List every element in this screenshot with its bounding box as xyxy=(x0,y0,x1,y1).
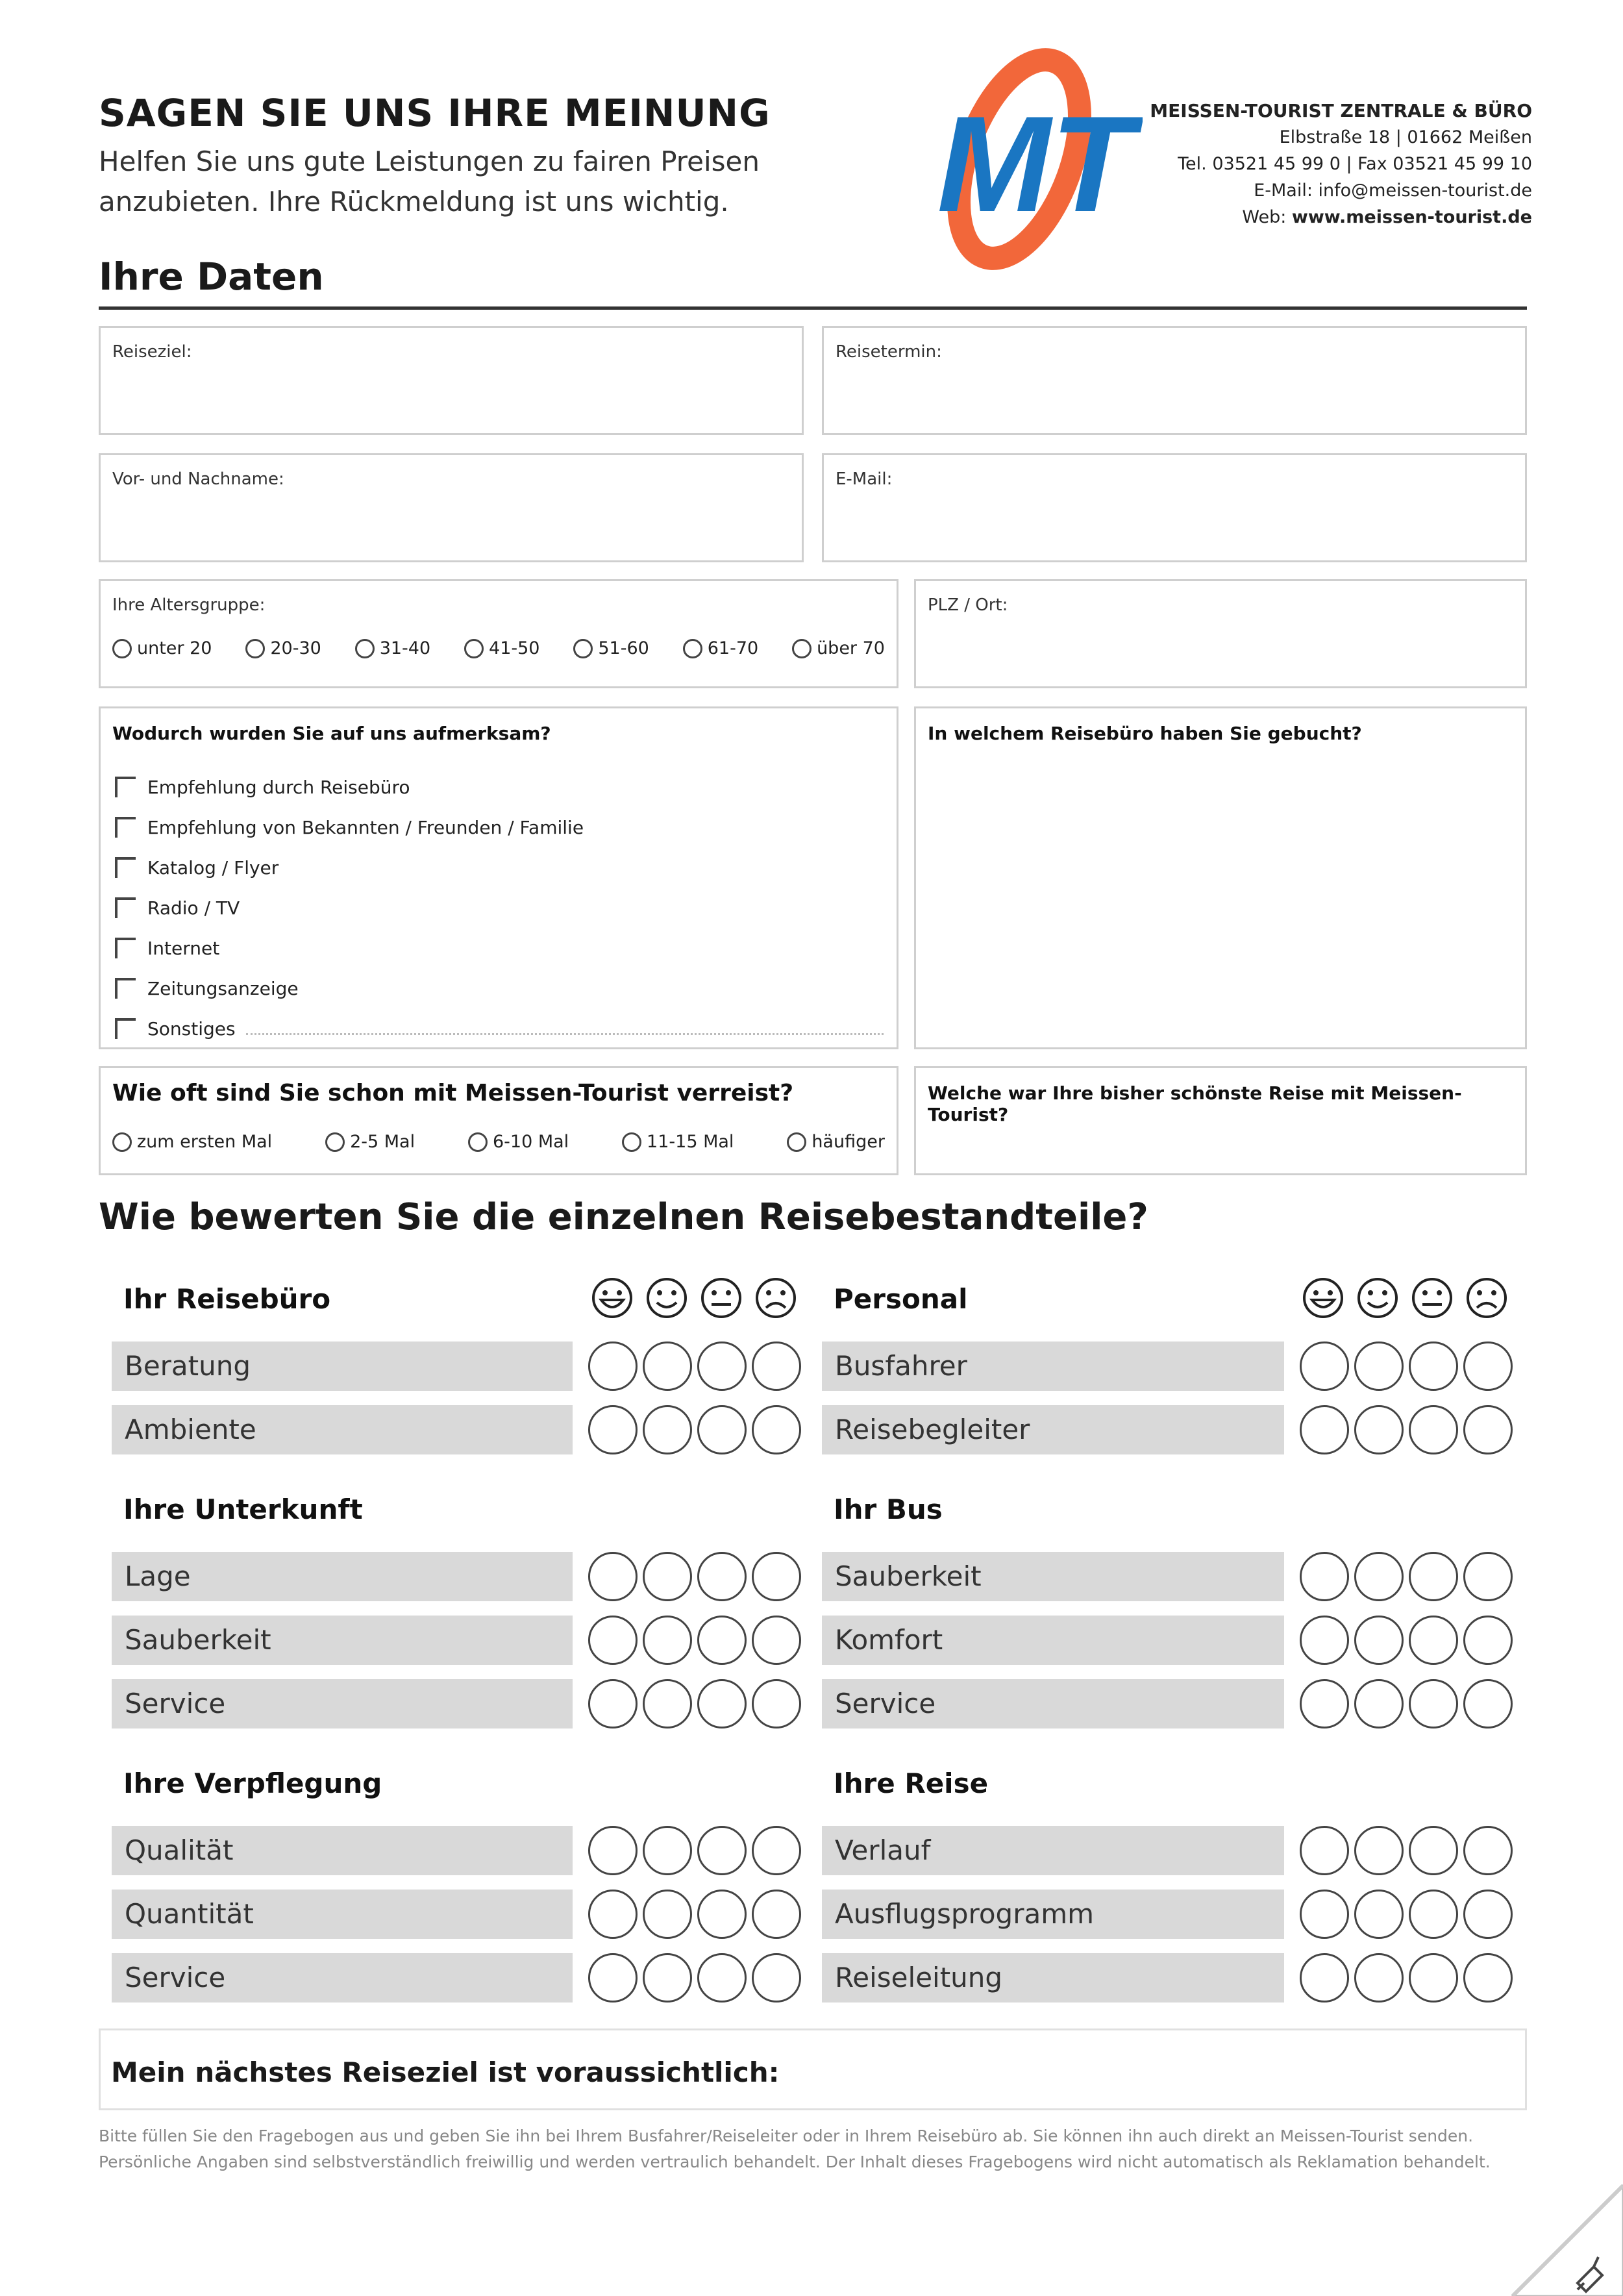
sad-face-icon xyxy=(1465,1277,1508,1319)
reisetermin-field[interactable] xyxy=(822,326,1527,435)
footnote: Bitte füllen Sie den Fragebogen aus und geben Sie ihn bei Ihrem Busfahrer/Reiseleiter oder in Ihrem Reisebüro ab. Sie können ihn auch direkt an Meissen-Tourist senden. Persönliche Angaben sind selbstverständlich freiwillig und werden vertraulich behandelt. Der Inhalt dieses Fragebogens wird nicht automatisch als Reklamation behandelt. xyxy=(99,2127,1491,2171)
rating-row-label: Komfort xyxy=(822,1616,1284,1665)
rating-options xyxy=(1300,1341,1513,1391)
rating-circle[interactable] xyxy=(752,1679,801,1728)
rating-circle[interactable] xyxy=(752,1552,801,1601)
field-label: Reisetermin: xyxy=(836,342,942,362)
rating-row-label: Reisebegleiter xyxy=(822,1405,1284,1454)
field-label: Vor- und Nachname: xyxy=(112,469,284,489)
rating-circle[interactable] xyxy=(1354,1826,1404,1875)
attention-checklist xyxy=(115,767,884,1049)
rating-circle[interactable] xyxy=(752,1890,801,1939)
rating-row-label: Service xyxy=(112,1679,573,1728)
group-title-personal: Personal xyxy=(834,1283,968,1315)
schoenste-reise-field[interactable] xyxy=(914,1066,1527,1175)
company-name: MEISSEN-TOURIST ZENTRALE & BÜRO xyxy=(1150,100,1532,121)
rating-row-label: Qualität xyxy=(112,1826,573,1875)
frequency-option[interactable]: zum ersten Mal xyxy=(112,1132,272,1152)
rating-circle[interactable] xyxy=(697,1953,747,2003)
rating-circle[interactable] xyxy=(697,1552,747,1601)
meissen-tourist-logo xyxy=(909,39,1143,273)
rating-circle[interactable] xyxy=(588,1890,638,1939)
checkbox[interactable] xyxy=(115,938,136,958)
age-option[interactable]: 31-40 xyxy=(355,638,430,658)
radio-circle[interactable] xyxy=(325,1132,345,1152)
web-link[interactable]: www.meissen-tourist.de xyxy=(1291,207,1532,227)
field-label: Wodurch wurden Sie auf uns aufmerksam? xyxy=(112,723,551,744)
rating-circle[interactable] xyxy=(643,1341,692,1391)
next-destination-field[interactable] xyxy=(99,2028,1527,2110)
sad-face-icon xyxy=(754,1277,797,1319)
plz-ort-field[interactable] xyxy=(914,579,1527,688)
radio-circle[interactable] xyxy=(468,1132,488,1152)
age-option[interactable]: 20-30 xyxy=(245,638,321,658)
field-label: Welche war Ihre bisher schönste Reise mit Meissen-Tourist? xyxy=(928,1082,1462,1125)
rating-options xyxy=(1300,1679,1513,1728)
rating-circle[interactable] xyxy=(1409,1552,1458,1601)
checkbox-item[interactable]: Zeitungsanzeige xyxy=(115,968,884,1008)
very-happy-face-icon xyxy=(1302,1277,1344,1319)
rating-circle[interactable] xyxy=(643,1616,692,1665)
page-subtitle xyxy=(99,142,813,222)
checkbox-item[interactable]: Empfehlung durch Reisebüro xyxy=(115,767,884,807)
radio-circle[interactable] xyxy=(112,1132,132,1152)
rating-options xyxy=(1300,1405,1513,1454)
rating-scale-left xyxy=(591,1277,797,1319)
rating-circle[interactable] xyxy=(643,1405,692,1454)
radio-circle[interactable] xyxy=(355,639,375,658)
group-title-unterkunft: Ihre Unterkunft xyxy=(123,1493,363,1525)
rating-options xyxy=(1300,1890,1513,1939)
checkbox[interactable] xyxy=(115,978,136,999)
checkbox[interactable] xyxy=(115,1018,136,1039)
age-option[interactable]: 41-50 xyxy=(464,638,539,658)
rating-circle[interactable] xyxy=(1409,1341,1458,1391)
radio-circle[interactable] xyxy=(573,639,593,658)
rating-circle[interactable] xyxy=(1463,1826,1513,1875)
checkbox-item[interactable]: Katalog / Flyer xyxy=(115,847,884,888)
rating-circle[interactable] xyxy=(588,1552,638,1601)
radio-circle[interactable] xyxy=(792,639,812,658)
rating-row-label: Service xyxy=(822,1679,1284,1728)
age-option[interactable]: 51-60 xyxy=(573,638,649,658)
rating-circle[interactable] xyxy=(1409,1953,1458,2003)
rating-options xyxy=(1300,1616,1513,1665)
section-title: Ihre Daten xyxy=(99,255,324,299)
company-web[interactable] xyxy=(1150,204,1532,231)
checkbox[interactable] xyxy=(115,857,136,878)
rating-circle[interactable] xyxy=(1409,1890,1458,1939)
attention-box xyxy=(99,706,898,1049)
rating-circle[interactable] xyxy=(643,1552,692,1601)
radio-circle[interactable] xyxy=(112,639,132,658)
rating-row-label: Sauberkeit xyxy=(822,1552,1284,1601)
field-label: In welchem Reisebüro haben Sie gebucht? xyxy=(928,723,1362,744)
happy-face-icon xyxy=(1356,1277,1399,1319)
rating-row-label: Reiseleitung xyxy=(822,1953,1284,2003)
rating-row-label: Ambiente xyxy=(112,1405,573,1454)
frequency-option[interactable]: 11-15 Mal xyxy=(622,1132,734,1152)
checkbox[interactable] xyxy=(115,897,136,918)
rating-circle[interactable] xyxy=(588,1953,638,2003)
neutral-face-icon xyxy=(700,1277,743,1319)
age-option[interactable]: 61-70 xyxy=(683,638,758,658)
rating-circle[interactable] xyxy=(1409,1826,1458,1875)
rating-circle[interactable] xyxy=(697,1890,747,1939)
contact-block xyxy=(1150,97,1532,231)
rating-row-label: Verlauf xyxy=(822,1826,1284,1875)
rating-row-label: Service xyxy=(112,1953,573,2003)
rating-row-label: Busfahrer xyxy=(822,1341,1284,1391)
neutral-face-icon xyxy=(1411,1277,1454,1319)
rating-circle[interactable] xyxy=(588,1679,638,1728)
reiseziel-field[interactable] xyxy=(99,326,804,435)
rating-circle[interactable] xyxy=(1463,1341,1513,1391)
frequency-option[interactable]: 6-10 Mal xyxy=(468,1132,569,1152)
rating-circle[interactable] xyxy=(1354,1953,1404,2003)
altersgruppe-box xyxy=(99,579,898,688)
rating-title: Wie bewerten Sie die einzelnen Reisebestandteile? xyxy=(99,1196,1148,1238)
checkbox[interactable] xyxy=(115,777,136,797)
group-title-reise: Ihre Reise xyxy=(834,1767,989,1799)
radio-circle[interactable] xyxy=(683,639,702,658)
rating-circle[interactable] xyxy=(1300,1953,1349,2003)
rating-scale-right xyxy=(1302,1277,1508,1319)
group-title-verpflegung: Ihre Verpflegung xyxy=(123,1767,382,1799)
radio-circle[interactable] xyxy=(464,639,484,658)
rating-circle[interactable] xyxy=(697,1679,747,1728)
rating-options xyxy=(588,1552,801,1601)
rating-circle[interactable] xyxy=(643,1953,692,2003)
email-field[interactable] xyxy=(822,453,1527,562)
page-title: SAGEN SIE UNS IHRE MEINUNG xyxy=(99,91,771,135)
rating-circle[interactable] xyxy=(1300,1405,1349,1454)
rating-circle[interactable] xyxy=(588,1341,638,1391)
rating-circle[interactable] xyxy=(1409,1405,1458,1454)
field-label: Ihre Altersgruppe: xyxy=(112,595,266,615)
field-label: Mein nächstes Reiseziel ist voraussichtlich: xyxy=(111,2056,780,2088)
rating-options xyxy=(1300,1953,1513,2003)
rating-circle[interactable] xyxy=(588,1826,638,1875)
rating-circle[interactable] xyxy=(1463,1679,1513,1728)
checkbox-item[interactable]: Sonstiges xyxy=(115,1008,884,1049)
rating-options xyxy=(588,1616,801,1665)
checkbox-item[interactable]: Empfehlung von Bekannten / Freunden / Familie xyxy=(115,807,884,847)
rating-circle[interactable] xyxy=(1463,1890,1513,1939)
rating-circle[interactable] xyxy=(697,1616,747,1665)
rating-circle[interactable] xyxy=(1300,1826,1349,1875)
group-title-reisebuero: Ihr Reisebüro xyxy=(123,1283,331,1315)
rating-circle[interactable] xyxy=(752,1405,801,1454)
field-label: Wie oft sind Sie schon mit Meissen-Tourist verreist? xyxy=(112,1080,794,1106)
sonstiges-line[interactable] xyxy=(246,1022,884,1035)
rating-circle[interactable] xyxy=(1354,1552,1404,1601)
rating-options xyxy=(1300,1552,1513,1601)
section-divider xyxy=(99,306,1527,310)
page-curl-icon[interactable] xyxy=(1487,2160,1623,2296)
rating-circle[interactable] xyxy=(1354,1890,1404,1939)
rating-row-label: Beratung xyxy=(112,1341,573,1391)
rating-circle[interactable] xyxy=(588,1616,638,1665)
rating-circle[interactable] xyxy=(1354,1341,1404,1391)
rating-row-label: Sauberkeit xyxy=(112,1616,573,1665)
rating-circle[interactable] xyxy=(643,1679,692,1728)
rating-row-label: Lage xyxy=(112,1552,573,1601)
rating-circle[interactable] xyxy=(752,1616,801,1665)
checkbox-item[interactable]: Radio / TV xyxy=(115,888,884,928)
frequency-option[interactable]: häufiger xyxy=(787,1132,885,1152)
company-email[interactable]: E-Mail: info@meissen-tourist.de xyxy=(1254,181,1532,201)
radio-circle[interactable] xyxy=(787,1132,806,1152)
very-happy-face-icon xyxy=(591,1277,634,1319)
checkbox-item[interactable]: Internet xyxy=(115,928,884,968)
rating-circle[interactable] xyxy=(643,1890,692,1939)
rating-options xyxy=(588,1890,801,1939)
rating-options xyxy=(588,1826,801,1875)
rating-circle[interactable] xyxy=(1354,1616,1404,1665)
frequency-options xyxy=(112,1132,885,1152)
rating-options xyxy=(588,1679,801,1728)
rating-options xyxy=(588,1341,801,1391)
web-label: Web: xyxy=(1242,207,1287,227)
subtitle-line: Helfen Sie uns gute Leistungen zu fairen Preisen xyxy=(99,145,760,177)
rating-circle[interactable] xyxy=(752,1341,801,1391)
company-address: Elbstraße 18 | 01662 Meißen xyxy=(1279,127,1532,147)
checkbox[interactable] xyxy=(115,817,136,838)
rating-circle[interactable] xyxy=(1300,1552,1349,1601)
group-title-bus: Ihr Bus xyxy=(834,1493,943,1525)
name-field[interactable] xyxy=(99,453,804,562)
frequency-option[interactable]: 2-5 Mal xyxy=(325,1132,415,1152)
rating-circle[interactable] xyxy=(588,1405,638,1454)
rating-circle[interactable] xyxy=(1463,1552,1513,1601)
age-option[interactable]: unter 20 xyxy=(112,638,212,658)
rating-row-label: Quantität xyxy=(112,1890,573,1939)
radio-circle[interactable] xyxy=(245,639,265,658)
field-label: Reiseziel: xyxy=(112,342,192,362)
reisebuero-gebucht-field[interactable] xyxy=(914,706,1527,1049)
rating-circle[interactable] xyxy=(697,1826,747,1875)
rating-options xyxy=(588,1953,801,2003)
rating-circle[interactable] xyxy=(1300,1341,1349,1391)
company-phone: Tel. 03521 45 99 0 | Fax 03521 45 99 10 xyxy=(1178,154,1532,174)
age-options xyxy=(112,638,885,658)
rating-circle[interactable] xyxy=(1354,1405,1404,1454)
rating-circle[interactable] xyxy=(1300,1616,1349,1665)
rating-row-label: Ausflugsprogramm xyxy=(822,1890,1284,1939)
radio-circle[interactable] xyxy=(622,1132,641,1152)
rating-circle[interactable] xyxy=(1409,1679,1458,1728)
rating-circle[interactable] xyxy=(752,1953,801,2003)
rating-circle[interactable] xyxy=(1354,1679,1404,1728)
rating-circle[interactable] xyxy=(1463,1405,1513,1454)
rating-circle[interactable] xyxy=(1409,1616,1458,1665)
rating-circle[interactable] xyxy=(1463,1953,1513,2003)
field-label: PLZ / Ort: xyxy=(928,595,1008,615)
field-label: E-Mail: xyxy=(836,469,893,489)
rating-options xyxy=(1300,1826,1513,1875)
frequency-box xyxy=(99,1066,898,1175)
rating-circle[interactable] xyxy=(1300,1679,1349,1728)
rating-circle[interactable] xyxy=(752,1826,801,1875)
rating-circle[interactable] xyxy=(643,1826,692,1875)
rating-circle[interactable] xyxy=(697,1405,747,1454)
rating-circle[interactable] xyxy=(1463,1616,1513,1665)
rating-circle[interactable] xyxy=(697,1341,747,1391)
subtitle-line: anzubieten. Ihre Rückmeldung ist uns wichtig. xyxy=(99,186,729,218)
age-option[interactable]: über 70 xyxy=(792,638,885,658)
rating-options xyxy=(588,1405,801,1454)
rating-circle[interactable] xyxy=(1300,1890,1349,1939)
logo-text: MT xyxy=(937,88,1134,240)
happy-face-icon xyxy=(645,1277,688,1319)
